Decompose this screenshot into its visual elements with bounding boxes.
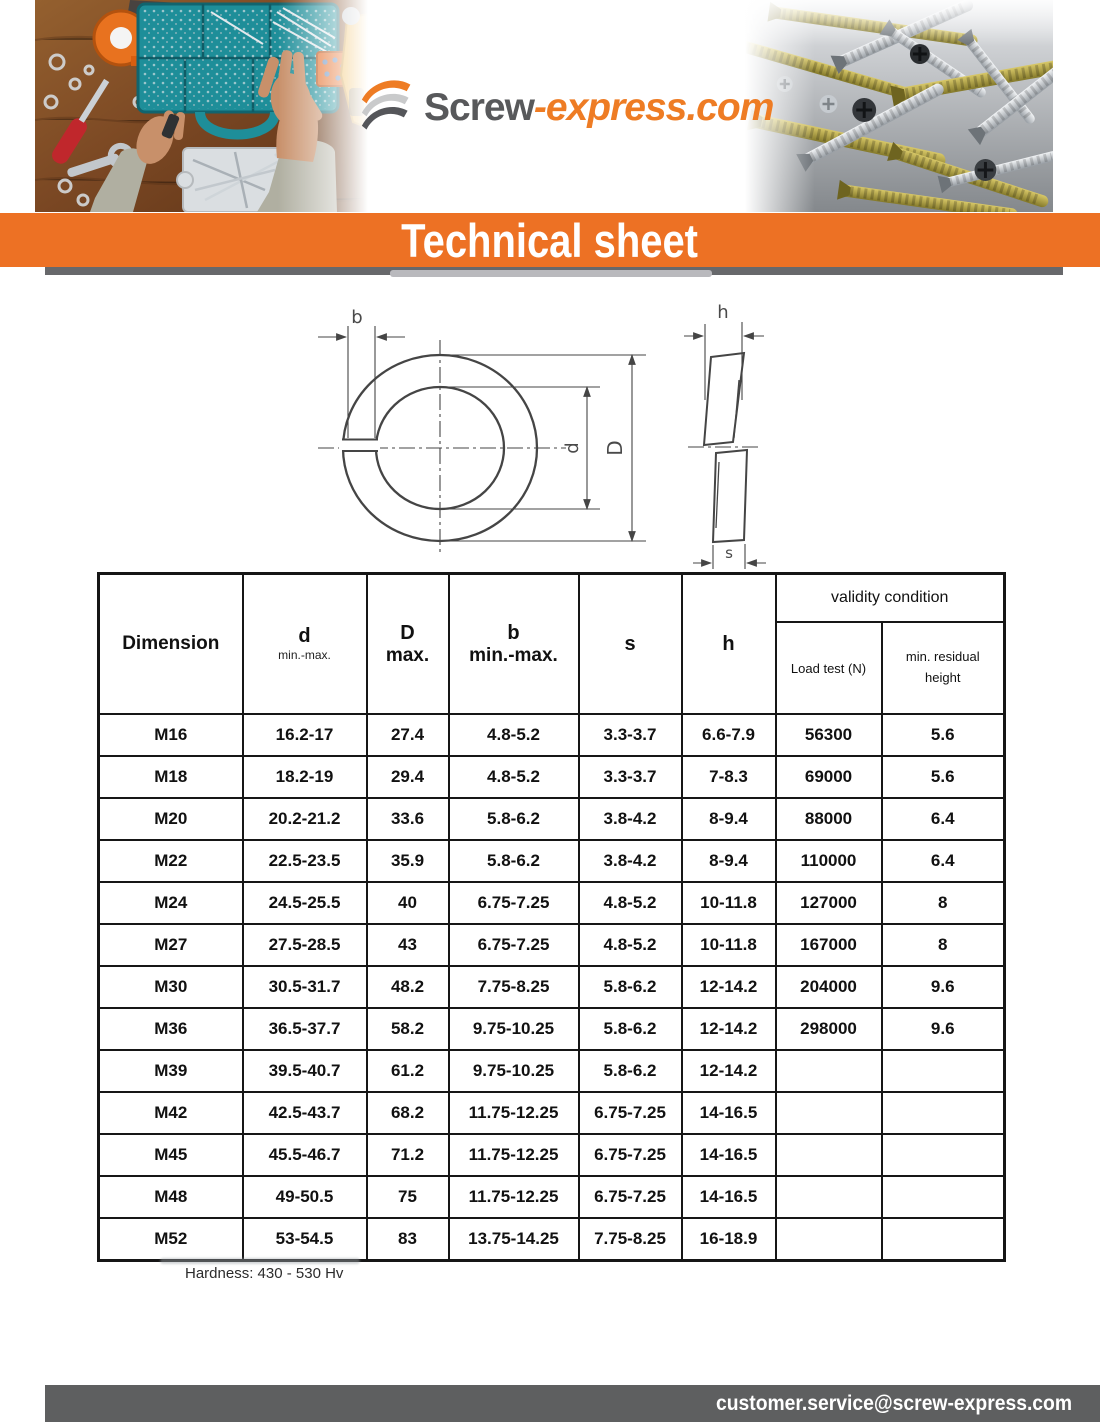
- cell-h: 12-14.2: [682, 966, 776, 1008]
- cell-b: 9.75-10.25: [449, 1008, 579, 1050]
- cell-dimension: M39: [99, 1050, 243, 1092]
- cell-s: 6.75-7.25: [579, 1134, 682, 1176]
- cell-load: 88000: [776, 798, 882, 840]
- table-row: [99, 1008, 1005, 1050]
- title-banner: [0, 213, 1100, 267]
- cell-d: 18.2-19: [243, 756, 367, 798]
- logo: [360, 68, 774, 148]
- cell-residual: 6.4: [882, 840, 1005, 882]
- cell-D: 71.2: [367, 1134, 449, 1176]
- col-header-load-test: Load test (N): [776, 622, 882, 714]
- cell-load: 204000: [776, 966, 882, 1008]
- cell-dimension: M16: [99, 714, 243, 756]
- dim-label-s: s: [725, 544, 733, 562]
- cell-dimension: M24: [99, 882, 243, 924]
- cell-D: 33.6: [367, 798, 449, 840]
- table-row: [99, 1050, 1005, 1092]
- cell-h: 16-18.9: [682, 1218, 776, 1261]
- cell-residual: 5.6: [882, 714, 1005, 756]
- cell-b: 13.75-14.25: [449, 1218, 579, 1261]
- cell-h: 12-14.2: [682, 1008, 776, 1050]
- col-header-b: b min.-max.: [449, 574, 579, 715]
- cell-b: 5.8-6.2: [449, 798, 579, 840]
- cell-load: 69000: [776, 756, 882, 798]
- cell-dimension: M18: [99, 756, 243, 798]
- cell-b: 11.75-12.25: [449, 1134, 579, 1176]
- cell-h: 7-8.3: [682, 756, 776, 798]
- cell-D: 43: [367, 924, 449, 966]
- table-row: [99, 882, 1005, 924]
- table-row: [99, 1218, 1005, 1261]
- cell-load: 110000: [776, 840, 882, 882]
- cell-residual: [882, 1176, 1005, 1218]
- cell-s: 3.8-4.2: [579, 840, 682, 882]
- cell-residual: 8: [882, 882, 1005, 924]
- cell-residual: 8: [882, 924, 1005, 966]
- col-header-h: h: [682, 574, 776, 715]
- banner-shadow-highlight: [390, 270, 712, 277]
- cell-b: 4.8-5.2: [449, 756, 579, 798]
- table-row: [99, 714, 1005, 756]
- cell-residual: 9.6: [882, 1008, 1005, 1050]
- cell-D: 61.2: [367, 1050, 449, 1092]
- cell-load: [776, 1050, 882, 1092]
- cell-b: 11.75-12.25: [449, 1176, 579, 1218]
- cell-D: 58.2: [367, 1008, 449, 1050]
- cell-s: 4.8-5.2: [579, 882, 682, 924]
- cell-b: 4.8-5.2: [449, 714, 579, 756]
- cell-load: 56300: [776, 714, 882, 756]
- cell-h: 12-14.2: [682, 1050, 776, 1092]
- screw-express-swoosh-icon: [360, 75, 416, 141]
- cell-dimension: M45: [99, 1134, 243, 1176]
- screws-pile-art: [745, 0, 1053, 212]
- cell-h: 10-11.8: [682, 924, 776, 966]
- cell-s: 3.3-3.7: [579, 756, 682, 798]
- table-row: [99, 798, 1005, 840]
- cell-residual: [882, 1050, 1005, 1092]
- col-header-d: d min.-max.: [243, 574, 367, 715]
- cell-b: 7.75-8.25: [449, 966, 579, 1008]
- cell-dimension: M52: [99, 1218, 243, 1261]
- col-header-s: s: [579, 574, 682, 715]
- cell-d: 36.5-37.7: [243, 1008, 367, 1050]
- cell-s: 3.8-4.2: [579, 798, 682, 840]
- washer-spec-table: [97, 572, 1006, 1262]
- cell-h: 14-16.5: [682, 1092, 776, 1134]
- cell-d: 27.5-28.5: [243, 924, 367, 966]
- cell-dimension: M36: [99, 1008, 243, 1050]
- cell-b: 6.75-7.25: [449, 882, 579, 924]
- cell-D: 35.9: [367, 840, 449, 882]
- dim-label-d: d: [562, 442, 583, 454]
- contact-email: customer.service@screw-express.com: [715, 1391, 1072, 1415]
- cell-residual: 5.6: [882, 756, 1005, 798]
- table-row: [99, 756, 1005, 798]
- cell-s: 6.75-7.25: [579, 1176, 682, 1218]
- cell-residual: [882, 1218, 1005, 1261]
- cell-s: 6.75-7.25: [579, 1092, 682, 1134]
- cell-residual: 9.6: [882, 966, 1005, 1008]
- cell-h: 6.6-7.9: [682, 714, 776, 756]
- cell-s: 5.8-6.2: [579, 966, 682, 1008]
- cell-s: 7.75-8.25: [579, 1218, 682, 1261]
- cell-d: 42.5-43.7: [243, 1092, 367, 1134]
- cell-dimension: M42: [99, 1092, 243, 1134]
- hardness-note: Hardness: 430 - 530 Hv: [185, 1265, 344, 1282]
- cell-b: 11.75-12.25: [449, 1092, 579, 1134]
- cell-h: 8-9.4: [682, 798, 776, 840]
- cell-d: 24.5-25.5: [243, 882, 367, 924]
- cell-s: 4.8-5.2: [579, 924, 682, 966]
- screws-pile-photo: [745, 0, 1053, 212]
- cell-dimension: M30: [99, 966, 243, 1008]
- cell-D: 68.2: [367, 1092, 449, 1134]
- cell-dimension: M22: [99, 840, 243, 882]
- table-row: [99, 840, 1005, 882]
- table-row: [99, 1134, 1005, 1176]
- table-row: [99, 1176, 1005, 1218]
- cell-load: [776, 1176, 882, 1218]
- cell-d: 22.5-23.5: [243, 840, 367, 882]
- table-row: [99, 924, 1005, 966]
- washer-technical-drawing: [0, 290, 1100, 572]
- workbench-photo: [35, 0, 368, 212]
- cell-d: 20.2-21.2: [243, 798, 367, 840]
- cell-h: 10-11.8: [682, 882, 776, 924]
- cell-d: 49-50.5: [243, 1176, 367, 1218]
- cell-b: 5.8-6.2: [449, 840, 579, 882]
- table-row: [99, 966, 1005, 1008]
- cell-dimension: M20: [99, 798, 243, 840]
- footer-bar: [45, 1385, 1100, 1422]
- cell-D: 27.4: [367, 714, 449, 756]
- workbench-photo-art: [35, 0, 368, 212]
- cell-d: 30.5-31.7: [243, 966, 367, 1008]
- cell-D: 83: [367, 1218, 449, 1261]
- cell-d: 16.2-17: [243, 714, 367, 756]
- cell-h: 8-9.4: [682, 840, 776, 882]
- cell-residual: [882, 1134, 1005, 1176]
- cell-load: [776, 1092, 882, 1134]
- cell-dimension: M27: [99, 924, 243, 966]
- col-header-validity: validity condition: [776, 574, 1005, 623]
- cell-D: 29.4: [367, 756, 449, 798]
- cell-s: 5.8-6.2: [579, 1008, 682, 1050]
- cell-D: 75: [367, 1176, 449, 1218]
- cell-load: [776, 1134, 882, 1176]
- dim-label-D: D: [603, 440, 627, 456]
- cell-residual: [882, 1092, 1005, 1134]
- logo-text-screw: Screw: [424, 86, 534, 129]
- cell-d: 45.5-46.7: [243, 1134, 367, 1176]
- cell-load: 127000: [776, 882, 882, 924]
- cell-D: 40: [367, 882, 449, 924]
- cell-s: 3.3-3.7: [579, 714, 682, 756]
- dim-label-h: h: [717, 302, 729, 323]
- cell-dimension: M48: [99, 1176, 243, 1218]
- table-row: [99, 1092, 1005, 1134]
- cell-load: 298000: [776, 1008, 882, 1050]
- scan-artifact: [160, 1258, 360, 1264]
- cell-D: 48.2: [367, 966, 449, 1008]
- cell-d: 39.5-40.7: [243, 1050, 367, 1092]
- col-header-D: D max.: [367, 574, 449, 715]
- col-header-residual: min. residual height: [882, 622, 1005, 714]
- header: [0, 0, 1100, 213]
- cell-b: 6.75-7.25: [449, 924, 579, 966]
- col-header-dimension: Dimension: [99, 574, 243, 715]
- cell-b: 9.75-10.25: [449, 1050, 579, 1092]
- logo-text-express: -express.com: [533, 86, 774, 129]
- logo-text: [424, 86, 773, 130]
- cell-d: 53-54.5: [243, 1218, 367, 1261]
- cell-load: [776, 1218, 882, 1261]
- cell-load: 167000: [776, 924, 882, 966]
- cell-residual: 6.4: [882, 798, 1005, 840]
- cell-s: 5.8-6.2: [579, 1050, 682, 1092]
- cell-h: 14-16.5: [682, 1176, 776, 1218]
- page-title: Technical sheet: [401, 213, 699, 267]
- dim-label-b: b: [351, 307, 363, 328]
- cell-h: 14-16.5: [682, 1134, 776, 1176]
